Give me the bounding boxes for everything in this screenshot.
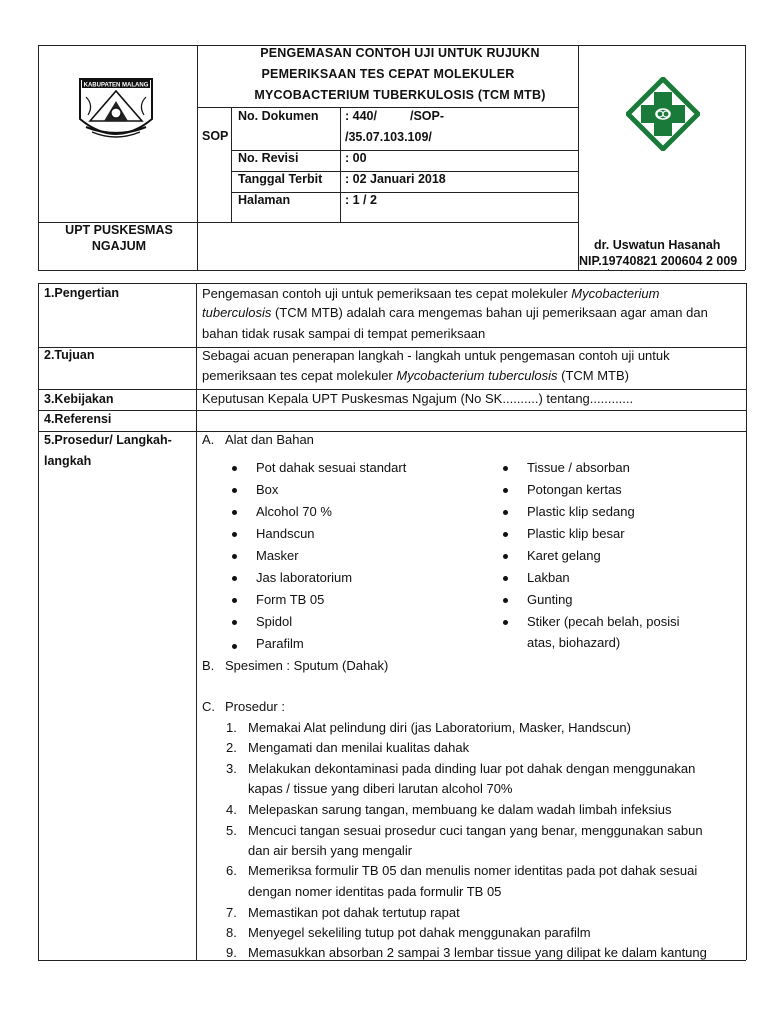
tanggal-terbit-value: : 02 Januari 2018 [345,172,446,186]
list-item-text: Form TB 05 [256,592,325,607]
step-text: Mengamati dan menilai kualitas dahak [248,740,470,755]
bullet-icon [232,532,237,537]
section-prosedur-label-2: langkah [44,454,92,468]
step-number: 9. [226,945,237,960]
procedure-step [226,823,703,838]
procedure-step [226,720,631,735]
sop-label: SOP [202,129,229,143]
list-item-text: Plastic klip sedang [527,504,635,519]
step-text: Melakukan dekontaminasi pada dinding luar pot dahak dengan menggunakan [248,761,696,776]
step-number: 5. [226,823,237,838]
bullet-icon [232,644,237,649]
tujuan-text-2a: pemeriksaan tes cepat molekuler [202,368,397,383]
bullet-icon [232,598,237,603]
subsection-b-letter: B. [202,658,215,673]
signer-name: dr. Uswatun Hasanah [594,238,721,252]
list-item-text: Handscun [256,526,315,541]
procedure-step [226,925,591,940]
section-referensi-label: 4.Referensi [44,412,112,426]
step-number: 8. [226,925,237,940]
pengertian-text-line-1 [202,286,659,301]
bullet-icon [503,554,508,559]
pengertian-text-1a: Pengemasan contoh uji untuk pemeriksaan tes cepat molekuler [202,286,572,301]
tujuan-text-line-1: Sebagai acuan penerapan langkah - langkah untuk pengemasan contoh uji untuk [202,348,670,363]
list-item [256,460,406,475]
list-item [527,592,573,607]
section-pengertian-label: 1.Pengertian [44,286,120,300]
list-item [527,614,679,629]
no-dokumen-value-2: /SOP- [410,109,445,123]
list-item-text: Pot dahak sesuai standart [256,460,407,475]
tujuan-text-2i: Mycobacterium tuberculosis [396,368,558,383]
bullet-icon [503,510,508,515]
list-item-text: Plastic klip besar [527,526,625,541]
procedure-step [226,945,707,960]
step-number: 3. [226,761,237,776]
org-name-line-1: UPT PUSKESMAS [65,223,173,237]
list-item [527,482,622,497]
pengertian-text-2a: (TCM MTB) adalah cara mengemas bahan uji pemeriksaan agar aman dan [271,305,708,320]
procedure-step-continuation: dengan nomer identitas pada formulir TB 05 [248,884,502,899]
bullet-icon [503,620,508,625]
step-text: Mencuci tangan sesuai prosedur cuci tangan yang benar, menggunakan sabun [248,823,703,838]
list-item [256,548,299,563]
procedure-step [226,761,696,776]
pengertian-text-line-3: bahan tidak rusak sampai di tempat pemeriksaan [202,326,486,341]
procedure-step [226,802,672,817]
doc-title-line-2: PEMERIKSAAN TES CEPAT MOLEKULER [261,67,515,81]
no-revisi-label: No. Revisi [238,151,299,165]
section-tujuan-label: 2.Tujuan [44,348,95,362]
svg-text:KABUPATEN MALANG: KABUPATEN MALANG [83,82,149,89]
step-text: Melepaskan sarung tangan, membuang ke dalam wadah limbah infeksius [248,802,672,817]
tujuan-text-2b: (TCM MTB) [557,368,629,383]
list-item [527,570,570,585]
step-text: Memeriksa formulir TB 05 dan menulis nomer identitas pada pot dahak sesuai [248,863,698,878]
kabupaten-malang-logo [74,75,158,147]
list-item-text: Jas laboratorium [256,570,353,585]
list-item-text: Tissue / absorban [527,460,630,475]
tujuan-text-line-2 [202,368,629,383]
pengertian-text-2i: tuberculosis [202,305,272,320]
no-dokumen-value-1: : 440/ [345,109,377,123]
procedure-step [226,863,698,878]
step-number: 4. [226,802,237,817]
list-item [256,482,278,497]
list-item [256,504,332,519]
list-item-text: Parafilm [256,636,304,651]
bullet-icon [503,598,508,603]
list-item-text: Karet gelang [527,548,601,563]
list-item [527,460,630,475]
step-text: Menyegel sekeliling tutup pot dahak menggunakan parafilm [248,925,591,940]
no-dokumen-value-3: /35.07.103.109/ [345,130,432,144]
step-number: 7. [226,905,237,920]
subsection-b-title: Spesimen : Sputum (Dahak) [225,658,389,673]
list-item-text: Stiker (pecah belah, posisi [527,614,680,629]
subsection-c-letter: C. [202,699,215,714]
halaman-label: Halaman [238,193,291,207]
subsection-a-letter: A. [202,432,215,447]
list-item-text: Box [256,482,279,497]
org-name-line-2: NGAJUM [91,239,147,253]
list-item-text: Alcohol 70 % [256,504,332,519]
list-item [256,570,352,585]
bullet-icon [503,576,508,581]
step-text: Memakai Alat pelindung diri (jas Laboratorium, Masker, Handscun) [248,720,631,735]
bullet-icon [503,466,508,471]
list-item [527,526,625,541]
list-item-text: Potongan kertas [527,482,622,497]
bullet-icon [232,620,237,625]
bullet-icon [232,466,237,471]
procedure-step [226,905,460,920]
list-item [256,526,315,541]
list-item [256,592,324,607]
list-item [527,504,635,519]
bullet-icon [232,488,237,493]
tanggal-terbit-label: Tanggal Terbit [238,172,323,186]
kebijakan-text: Keputusan Kepala UPT Puskesmas Ngajum (No SK..........) tentang............ [202,391,634,406]
list-item [256,614,292,629]
pengertian-text-line-2 [202,305,708,320]
doc-title-line-3: MYCOBACTERIUM TUBERKULOSIS (TCM MTB) [254,88,546,102]
signer-nip: NIP.19740821 200604 2 009 [579,254,738,268]
list-item [256,636,304,651]
procedure-step [226,740,470,755]
bullet-icon [232,576,237,581]
bullet-icon [232,510,237,515]
procedure-step-continuation: dan air bersih yang mengalir [248,843,413,858]
no-revisi-value: : 00 [345,151,367,165]
puskesmas-logo [626,77,700,151]
section-prosedur-label-1: 5.Prosedur/ Langkah- [44,433,172,447]
section-kebijakan-label: 3.Kebijakan [44,392,114,406]
no-dokumen-label: No. Dokumen [238,109,319,123]
step-number: 6. [226,863,237,878]
list-item-text: Gunting [527,592,573,607]
step-text: Memastikan pot dahak tertutup rapat [248,905,460,920]
halaman-value: : 1 / 2 [345,193,377,207]
list-item-text: Lakban [527,570,570,585]
list-item [527,548,601,563]
subsection-a-title: Alat dan Bahan [225,432,314,447]
step-number: 1. [226,720,237,735]
list-item-continuation: atas, biohazard) [527,635,621,650]
list-item-text: Masker [256,548,299,563]
subsection-c-title: Prosedur : [225,699,285,714]
procedure-step-continuation: kapas / tissue yang diberi larutan alcohol 70% [248,781,513,796]
doc-title-line-1: PENGEMASAN CONTOH UJI UNTUK RUJUKN [260,46,540,60]
pengertian-text-1i: Mycobacterium [571,286,660,301]
bullet-icon [232,554,237,559]
step-number: 2. [226,740,237,755]
bullet-icon [503,532,508,537]
list-item-text: Spidol [256,614,293,629]
step-text: Memasukkan absorban 2 sampai 3 lembar tissue yang dilipat ke dalam kantung [248,945,707,960]
bullet-icon [503,488,508,493]
